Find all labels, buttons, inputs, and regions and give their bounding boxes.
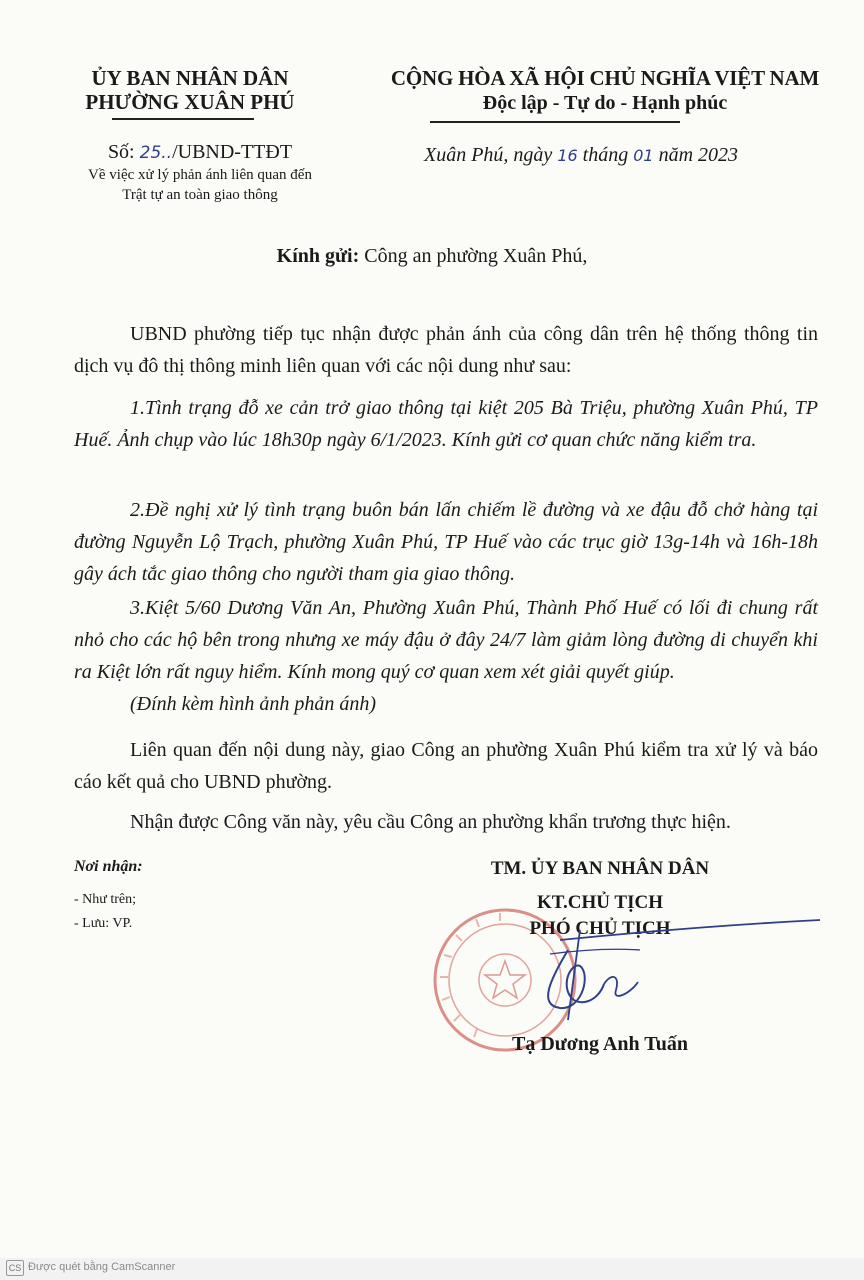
signer-name: Tạ Dương Anh Tuấn [512,1033,688,1055]
date-part-2: tháng [577,144,634,166]
intro-paragraph: UBND phường tiếp tục nhận được phản ánh của công dân trên hệ thống thông tin dịch vụ đô thị thông minh liên quan với các nội dung như sau: [74,323,818,377]
sign-title-2: KT.CHỦ TỊCH [537,892,663,913]
date-part-1: Xuân Phú, ngày [424,144,558,166]
recipient-line [0,245,864,268]
date-month: 01 [633,146,654,165]
motto-line: Độc lập - Tự do - Hạnh phúc [482,92,728,114]
item-1: 1.Tình trạng đỗ xe cản trở giao thông tại kiệt 205 Bà Triệu, phường Xuân Phú, TP Huế. Ảnh chụp vào lúc 18h30p ngày 6/1/2023. Kính gửi cơ quan chức năng kiểm tra. [74,397,818,451]
subject-line-2: Trật tự an toàn giao thông [122,187,278,203]
date-line [424,144,824,167]
document-number [40,140,360,165]
org-underline [112,118,254,120]
recipient-value: Công an phường Xuân Phú, [359,245,588,267]
issuing-org [40,66,340,114]
national-header [370,66,840,116]
instruction-paragraph: Liên quan đến nội dung này, giao Công an phường Xuân Phú kiểm tra xử lý và báo cáo kết quả cho UBND phường. [74,739,818,793]
sign-title-1: TM. ỦY BAN NHÂN DÂN [490,858,710,879]
recipient-item: - Như trên; [74,892,137,907]
motto-underline [430,121,680,123]
subject-line-1: Về việc xử lý phản ánh liên quan đến [88,167,312,183]
closing-paragraph: Nhận được Công văn này, yêu cầu Công an phường khẩn trương thực hiện. [130,811,731,833]
sign-title-3: PHÓ CHỦ TỊCH [529,918,671,939]
scanner-text: Được quét bằng CamScanner [28,1261,176,1273]
document-number-block [40,140,360,205]
handwritten-signature-icon [520,910,830,1030]
doc-no-prefix: Số: [107,141,140,163]
doc-no-handwritten: 25.. [139,143,173,163]
recipient-label: Kính gửi: [276,245,360,267]
nation-line-1: CỘNG HÒA XÃ HỘI CHỦ NGHĨA VIỆT NAM [390,66,820,90]
doc-no-suffix: /UBND-TTĐT [172,141,293,163]
date-day: 16 [557,146,578,165]
org-line-1: ỦY BAN NHÂN DÂN [91,66,289,90]
recipient-item: - Lưu: VP. [74,916,133,931]
date-part-3: năm 2023 [653,144,739,166]
org-line-2: PHƯỜNG XUÂN PHÚ [85,90,295,114]
item-2: 2.Đề nghị xử lý tình trạng buôn bán lấn chiếm lề đường và xe đậu đỗ chở hàng tại đường Nguyễn Lộ Trạch, phường Xuân Phú, TP Huế vào các trục giờ 13g-14h và 16h-18h gây ách tắc giao thông cho người tham gia giao thông. [74,499,818,585]
recipients-title: Nơi nhận: [74,858,143,875]
attachment-note: (Đính kèm hình ảnh phản ánh) [130,693,377,715]
camscanner-icon: CS [6,1260,24,1276]
item-3: 3.Kiệt 5/60 Dương Văn An, Phường Xuân Phú, Thành Phố Huế có lối đi chung rất nhỏ cho các hộ bên trong nhưng xe máy đậu ở đây 24/7 làm giảm lòng đường di chuyển khi ra Kiệt lớn rất nguy hiểm. Kính mong quý cơ quan xem xét giải quyết giúp. [74,597,818,683]
